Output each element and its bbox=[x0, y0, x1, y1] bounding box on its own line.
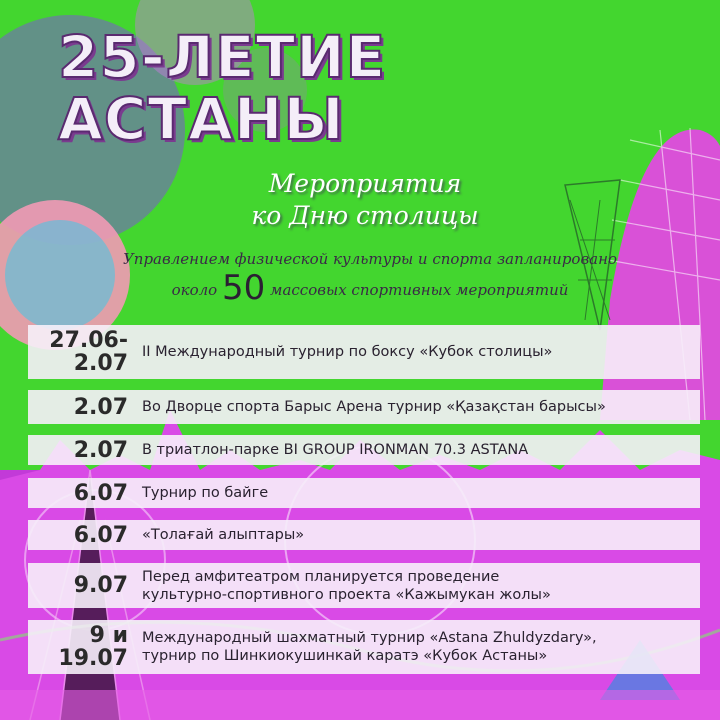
title-line-2: АСТАНЫ bbox=[58, 85, 345, 153]
event-row bbox=[28, 478, 700, 508]
intro-line-2 bbox=[90, 268, 650, 310]
event-row bbox=[28, 390, 700, 424]
event-text: Международный шахматный турнир «Astana Zhuldyzdary», турнир по Шинкиокушинкай каратэ «Кубок Астаны» bbox=[142, 630, 597, 664]
event-text: Турнир по байге bbox=[142, 485, 269, 501]
event-row bbox=[28, 435, 700, 465]
intro-number: 50 bbox=[221, 268, 266, 308]
event-row bbox=[28, 520, 700, 550]
event-date: 9 и 19.07 bbox=[58, 623, 128, 671]
event-row bbox=[28, 325, 700, 379]
intro-prefix: около bbox=[171, 281, 218, 299]
event-date: 6.07 bbox=[73, 480, 128, 506]
intro-suffix: массовых спортивных мероприятий bbox=[270, 281, 569, 299]
title-line-1: 25-ЛЕТИЕ bbox=[58, 23, 387, 91]
event-text: II Международный турнир по боксу «Кубок столицы» bbox=[142, 344, 553, 360]
event-text: Перед амфитеатром планируется проведение культурно-спортивного проекта «Кажымукан жолы» bbox=[142, 568, 551, 603]
subtitle-line-1: Мероприятия bbox=[268, 169, 462, 198]
intro-line-1: Управлением физической культуры и спорта запланировано bbox=[122, 250, 618, 268]
event-date: 2.07 bbox=[73, 437, 128, 463]
bottom-band bbox=[0, 690, 720, 720]
event-date: 9.07 bbox=[73, 573, 128, 598]
event-row bbox=[28, 563, 700, 608]
event-text: В триатлон-парке BI GROUP IRONMAN 70.3 ASTANA bbox=[142, 442, 529, 458]
subtitle-line-2: ко Дню столицы bbox=[251, 201, 479, 230]
event-date: 6.07 bbox=[73, 522, 128, 548]
event-date: 27.06- 2.07 bbox=[49, 328, 128, 376]
event-date: 2.07 bbox=[73, 394, 128, 420]
event-text: Во Дворце спорта Барыс Арена турнир «Қазақстан барысы» bbox=[142, 399, 606, 415]
event-row bbox=[28, 620, 700, 674]
event-text: «Толағай алыптары» bbox=[142, 527, 305, 543]
